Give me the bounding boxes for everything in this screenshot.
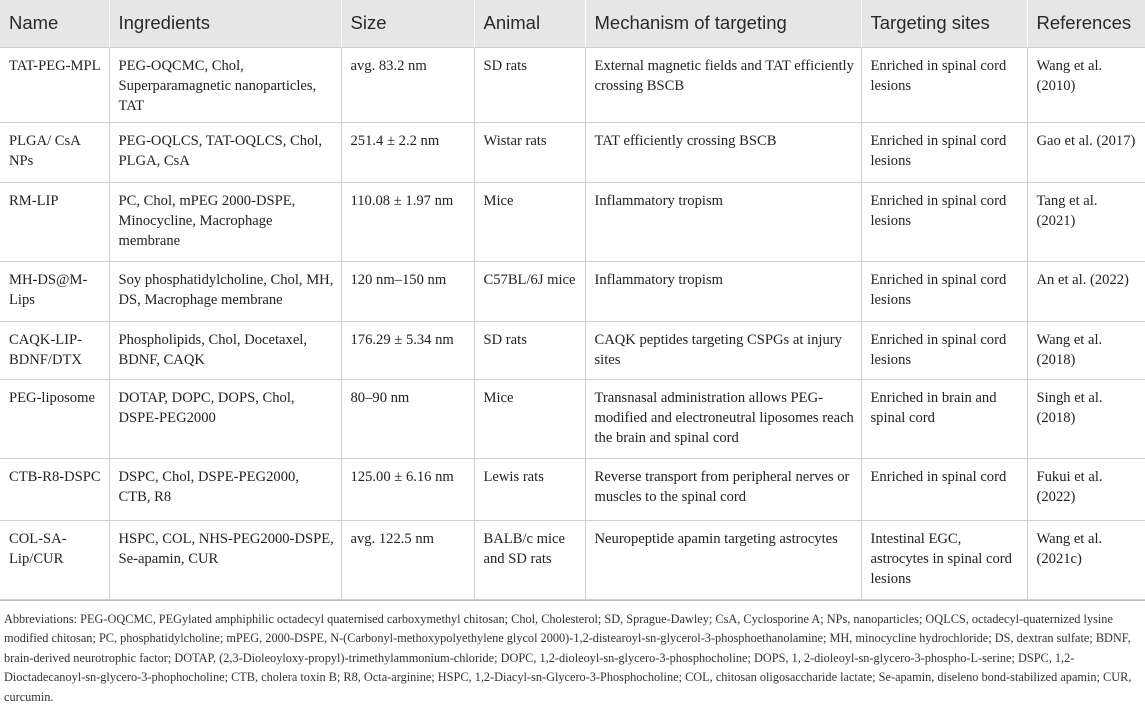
table-row bbox=[0, 379, 1145, 458]
cell-name: TAT-PEG-MPL bbox=[0, 47, 109, 122]
header-ingredients: Ingredients bbox=[109, 0, 341, 47]
table-row bbox=[0, 122, 1145, 182]
cell-targeting-sites: Enriched in spinal cord lesions bbox=[861, 47, 1027, 122]
table-row bbox=[0, 321, 1145, 379]
header-animal: Animal bbox=[474, 0, 585, 47]
cell-reference: Fukui et al. (2022) bbox=[1027, 458, 1145, 520]
cell-name: PLGA/ CsA NPs bbox=[0, 122, 109, 182]
cell-size: 125.00 ± 6.16 nm bbox=[341, 458, 474, 520]
cell-ingredients: HSPC, COL, NHS-PEG2000-DSPE, Se-apamin, CUR bbox=[109, 520, 341, 599]
cell-ingredients: PEG-OQCMC, Chol, Superparamagnetic nanoparticles, TAT bbox=[109, 47, 341, 122]
cell-animal: Lewis rats bbox=[474, 458, 585, 520]
cell-mechanism: Reverse transport from peripheral nerves or muscles to the spinal cord bbox=[585, 458, 861, 520]
cell-targeting-sites: Intestinal EGC, astrocytes in spinal cord lesions bbox=[861, 520, 1027, 599]
cell-animal: SD rats bbox=[474, 321, 585, 379]
cell-name: CAQK-LIP-BDNF/DTX bbox=[0, 321, 109, 379]
cell-targeting-sites: Enriched in spinal cord lesions bbox=[861, 261, 1027, 321]
cell-mechanism: Transnasal administration allows PEG-modified and electroneutral liposomes reach the brain and spinal cord bbox=[585, 379, 861, 458]
cell-mechanism: CAQK peptides targeting CSPGs at injury sites bbox=[585, 321, 861, 379]
cell-name: COL-SA-Lip/CUR bbox=[0, 520, 109, 599]
cell-name: PEG-liposome bbox=[0, 379, 109, 458]
cell-ingredients: Soy phosphatidylcholine, Chol, MH, DS, Macrophage membrane bbox=[109, 261, 341, 321]
table-row bbox=[0, 520, 1145, 599]
cell-mechanism: TAT efficiently crossing BSCB bbox=[585, 122, 861, 182]
header-row bbox=[0, 0, 1145, 47]
table-row bbox=[0, 261, 1145, 321]
table-row bbox=[0, 458, 1145, 520]
header-size: Size bbox=[341, 0, 474, 47]
cell-mechanism: Inflammatory tropism bbox=[585, 261, 861, 321]
cell-reference: Gao et al. (2017) bbox=[1027, 122, 1145, 182]
header-references: References bbox=[1027, 0, 1145, 47]
cell-ingredients: PEG-OQLCS, TAT-OQLCS, Chol, PLGA, CsA bbox=[109, 122, 341, 182]
cell-animal: BALB/c mice and SD rats bbox=[474, 520, 585, 599]
cell-size: avg. 122.5 nm bbox=[341, 520, 474, 599]
cell-animal: Mice bbox=[474, 379, 585, 458]
cell-reference: Wang et al. (2010) bbox=[1027, 47, 1145, 122]
cell-size: avg. 83.2 nm bbox=[341, 47, 474, 122]
cell-reference: Wang et al. (2018) bbox=[1027, 321, 1145, 379]
cell-targeting-sites: Enriched in spinal cord bbox=[861, 458, 1027, 520]
cell-ingredients: PC, Chol, mPEG 2000-DSPE, Minocycline, Macrophage membrane bbox=[109, 182, 341, 261]
table-row bbox=[0, 182, 1145, 261]
cell-reference: Wang et al. (2021c) bbox=[1027, 520, 1145, 599]
table-row bbox=[0, 47, 1145, 122]
cell-mechanism: Neuropeptide apamin targeting astrocytes bbox=[585, 520, 861, 599]
cell-reference: Tang et al. (2021) bbox=[1027, 182, 1145, 261]
cell-reference: Singh et al. (2018) bbox=[1027, 379, 1145, 458]
cell-reference: An et al. (2022) bbox=[1027, 261, 1145, 321]
cell-animal: Wistar rats bbox=[474, 122, 585, 182]
cell-animal: Mice bbox=[474, 182, 585, 261]
cell-size: 80–90 nm bbox=[341, 379, 474, 458]
header-targeting-sites: Targeting sites bbox=[861, 0, 1027, 47]
cell-targeting-sites: Enriched in spinal cord lesions bbox=[861, 182, 1027, 261]
cell-size: 110.08 ± 1.97 nm bbox=[341, 182, 474, 261]
cell-name: CTB-R8-DSPC bbox=[0, 458, 109, 520]
cell-targeting-sites: Enriched in spinal cord lesions bbox=[861, 122, 1027, 182]
cell-name: MH-DS@M-Lips bbox=[0, 261, 109, 321]
cell-mechanism: External magnetic fields and TAT efficiently crossing BSCB bbox=[585, 47, 861, 122]
cell-size: 251.4 ± 2.2 nm bbox=[341, 122, 474, 182]
header-name: Name bbox=[0, 0, 109, 47]
cell-animal: C57BL/6J mice bbox=[474, 261, 585, 321]
cell-ingredients: Phospholipids, Chol, Docetaxel, BDNF, CAQK bbox=[109, 321, 341, 379]
cell-animal: SD rats bbox=[474, 47, 585, 122]
cell-size: 176.29 ± 5.34 nm bbox=[341, 321, 474, 379]
cell-targeting-sites: Enriched in brain and spinal cord bbox=[861, 379, 1027, 458]
cell-mechanism: Inflammatory tropism bbox=[585, 182, 861, 261]
cell-size: 120 nm–150 nm bbox=[341, 261, 474, 321]
header-mechanism: Mechanism of targeting bbox=[585, 0, 861, 47]
cell-targeting-sites: Enriched in spinal cord lesions bbox=[861, 321, 1027, 379]
cell-name: RM-LIP bbox=[0, 182, 109, 261]
table-footnote: Abbreviations: PEG-OQCMC, PEGylated amphiphilic octadecyl quaternised carboxymethyl chitosan; Chol, Cholesterol; SD, Sprague-Dawley; CsA, Cyclosporine A; NPs, nanoparticles; OQLCS, octadecyl-quaternized lysine modified chitosan; PC, phosphatidylcholine; mPEG, 2000-DSPE, N-(Carbonyl-methoxypolyethylene glycol 2000)-1,2-distearoyl-sn-glycerol-3-phosphoethanolamine; MH, minocycline hydrochloride; DS, dextran sulfate; BDNF, brain-derived neurotrophic factor; DOTAP, (2,3-Dioleoyloxy-propyl)-trimethylammonium-chloride; DOPC, 1,2-dioleoyl-sn-glycero-3-phosphocholine; DOPS, 1, 2-dioleoyl-sn-glycero-3-phospho-L-serine; DSPC, 1,2-Dioctadecanoyl-sn-glycero-3-phophocholine; CTB, cholera toxin B; R8, Octa-arginine; HSPC, 1,2-Diacyl-sn-Glycero-3-Phosphocholine; COL, chitosan oligosaccharide lactate; Se-apamin, diseleno bond-stabilized apamin; CUR, curcumin. bbox=[0, 600, 1145, 708]
cell-ingredients: DSPC, Chol, DSPE-PEG2000, CTB, R8 bbox=[109, 458, 341, 520]
cell-ingredients: DOTAP, DOPC, DOPS, Chol, DSPE-PEG2000 bbox=[109, 379, 341, 458]
